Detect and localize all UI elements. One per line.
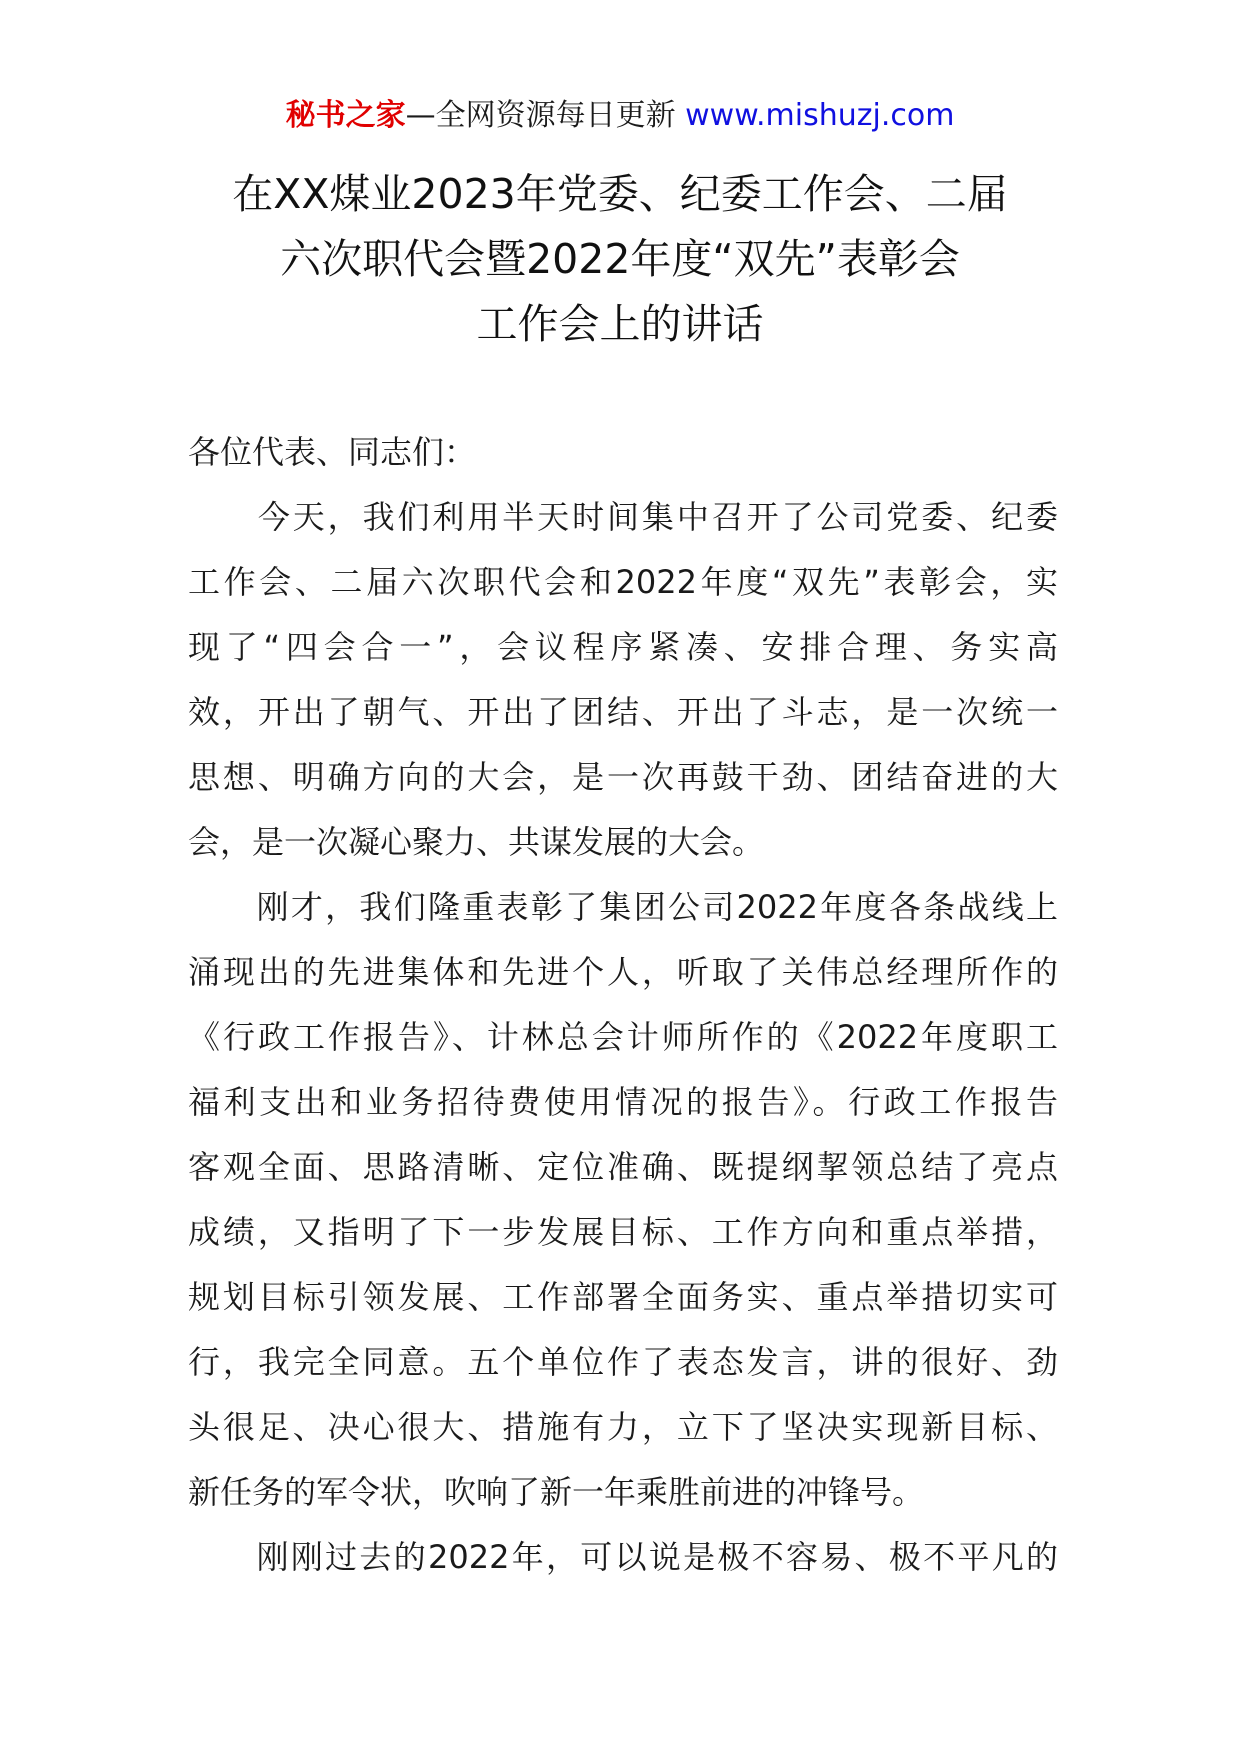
site-header	[0, 96, 1240, 136]
site-brand: 秘书之家	[285, 98, 406, 133]
text-line: 成绩，又指明了下一步发展目标、工作方向和重点举措，	[188, 1213, 1058, 1251]
site-url-link[interactable]: www.mishuzj.com	[685, 98, 955, 133]
paragraph-3	[188, 1525, 1058, 1590]
text-line: 现了“四会合一”，会议程序紧凑、安排合理、务实高	[188, 628, 1058, 666]
text-line: 行，我完全同意。五个单位作了表态发言，讲的很好、劲	[188, 1343, 1058, 1381]
text-line: 今天，我们利用半天时间集中召开了公司党委、纪委	[188, 498, 1058, 536]
text-line: 思想、明确方向的大会，是一次再鼓干劲、团结奋进的大	[188, 758, 1058, 796]
text-line: 会，是一次凝心聚力、共谋发展的大会。	[188, 823, 765, 861]
text-line: 刚刚过去的2022年，可以说是极不容易、极不平凡的	[188, 1538, 1058, 1576]
text-line: 头很足、决心很大、措施有力，立下了坚决实现新目标、	[188, 1408, 1058, 1446]
text-line: 涌现出的先进集体和先进个人，听取了关伟总经理所作的	[188, 953, 1058, 991]
title-line: 工作会上的讲话	[476, 300, 764, 348]
paragraph-1	[188, 485, 1058, 875]
text-line: 刚才，我们隆重表彰了集团公司2022年度各条战线上	[188, 888, 1058, 926]
text-line: 《行政工作报告》、计林总会计师所作的《2022年度职工	[188, 1018, 1058, 1056]
title-line: 六次职代会暨2022年度“双先”表彰会	[280, 235, 960, 283]
text-line: 福利支出和业务招待费使用情况的报告》。行政工作报告	[188, 1083, 1058, 1121]
title-line: 在XX煤业2023年党委、纪委工作会、二届	[232, 170, 1008, 218]
text-line: 客观全面、思路清晰、定位准确、既提纲挈领总结了亮点	[188, 1148, 1058, 1186]
text-line: 效，开出了朝气、开出了团结、开出了斗志，是一次统一	[188, 693, 1058, 731]
document-title	[160, 162, 1080, 357]
paragraph-2	[188, 875, 1058, 1525]
document-body	[188, 420, 1058, 1590]
text-line: 工作会、二届六次职代会和2022年度“双先”表彰会，实	[188, 563, 1058, 601]
text-line: 规划目标引领发展、工作部署全面务实、重点举措切实可	[188, 1278, 1058, 1316]
greeting: 各位代表、同志们：	[188, 433, 477, 471]
site-tagline: —全网资源每日更新	[405, 98, 676, 133]
text-line: 新任务的军令状，吹响了新一年乘胜前进的冲锋号。	[188, 1473, 925, 1511]
